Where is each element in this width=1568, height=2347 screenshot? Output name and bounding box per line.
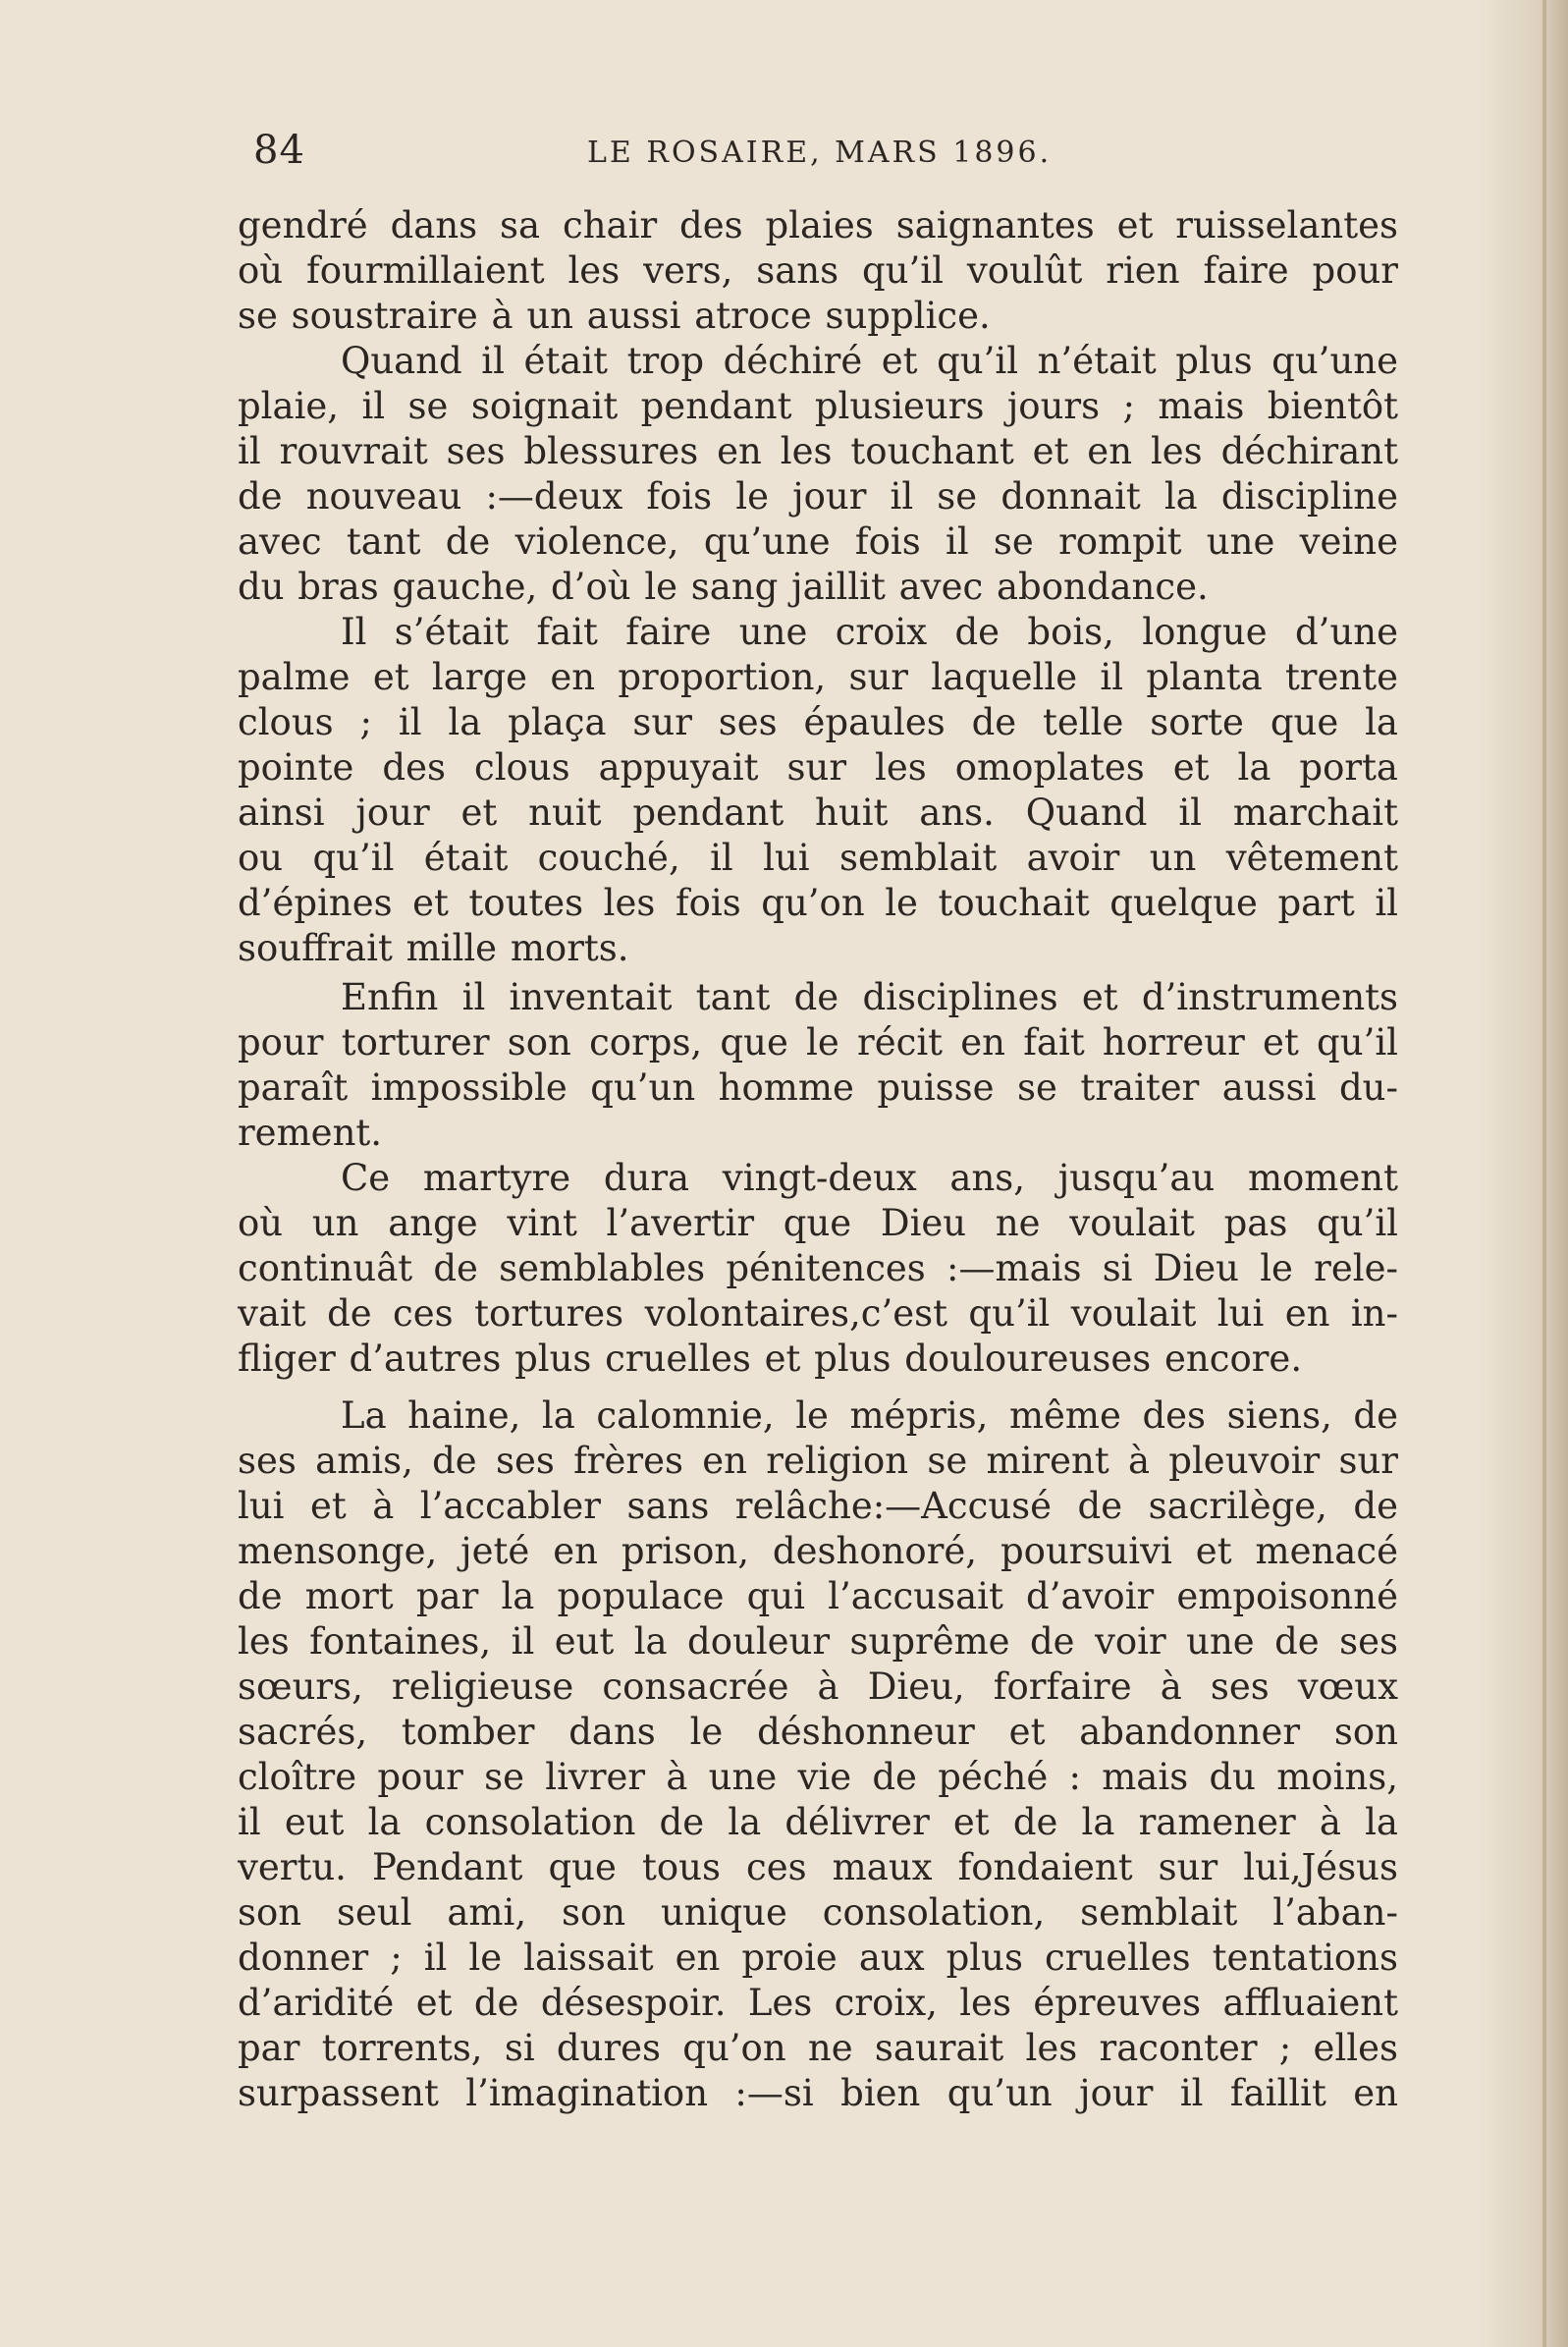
- text-line: de nouveau :—deux fois le jour il se donnait la discipline: [238, 475, 1398, 518]
- text-line: ses amis, de ses frères en religion se mirent à pleuvoir sur: [238, 1440, 1398, 1482]
- text-line: souffrait mille morts.: [238, 927, 629, 969]
- text-line: La haine, la calomnie, le mépris, même des siens, de: [341, 1394, 1398, 1437]
- text-line: les fontaines, il eut la douleur suprême de voir une de ses: [238, 1620, 1398, 1663]
- text-line: pour torturer son corps, que le récit en fait horreur et qu’il: [238, 1021, 1398, 1064]
- text-line: lui et à l’accabler sans relâche:—Accusé de sacrilège, de: [238, 1485, 1398, 1527]
- text-line: surpassent l’imagination :—si bien qu’un jour il faillit en: [238, 2072, 1398, 2114]
- text-line: vait de ces tortures volontaires,c’est qu’il voulait lui en in-: [238, 1292, 1398, 1335]
- text-line: où un ange vint l’avertir que Dieu ne voulait pas qu’il: [238, 1202, 1398, 1244]
- text-line: fliger d’autres plus cruelles et plus douloureuses encore.: [238, 1337, 1303, 1380]
- text-line: paraît impossible qu’un homme puisse se traiter aussi du-: [238, 1066, 1398, 1109]
- text-line: sœurs, religieuse consacrée à Dieu, forfaire à ses vœux: [238, 1665, 1398, 1708]
- text-line: par torrents, si dures qu’on ne saurait les raconter ; elles: [238, 2027, 1398, 2069]
- text-line: d’aridité et de désespoir. Les croix, les épreuves affluaient: [238, 1982, 1398, 2024]
- text-line: il rouvrait ses blessures en les touchant et en les déchirant: [238, 430, 1398, 472]
- body-text: [238, 203, 1398, 2116]
- text-line: palme et large en proportion, sur laquelle il planta trente: [238, 656, 1398, 698]
- text-line: vertu. Pendant que tous ces maux fondaient sur lui,Jésus: [238, 1846, 1398, 1888]
- text-line: continuât de semblables pénitences :—mais si Dieu le rele-: [238, 1247, 1398, 1289]
- text-line: où fourmillaient les vers, sans qu’il voulût rien faire pour: [238, 249, 1398, 292]
- text-line: pointe des clous appuyait sur les omoplates et la porta: [238, 746, 1398, 789]
- running-title: LE ROSAIRE, MARS 1896.: [587, 136, 1053, 170]
- text-line: clous ; il la plaça sur ses épaules de telle sorte que la: [238, 701, 1398, 743]
- text-line: Ce martyre dura vingt-deux ans, jusqu’au moment: [341, 1157, 1398, 1199]
- text-line: son seul ami, son unique consolation, semblait l’aban-: [238, 1891, 1398, 1934]
- text-line: sacrés, tomber dans le déshonneur et abandonner son: [238, 1711, 1398, 1753]
- text-line: du bras gauche, d’où le sang jaillit avec abondance.: [238, 566, 1209, 608]
- page-edge-shadow: [1480, 0, 1568, 2347]
- text-line: mensonge, jeté en prison, deshonoré, poursuivi et menacé: [238, 1530, 1398, 1572]
- text-line: ainsi jour et nuit pendant huit ans. Quand il marchait: [238, 791, 1398, 834]
- text-line: Quand il était trop déchiré et qu’il n’était plus qu’une: [341, 340, 1398, 382]
- text-line: Il s’était fait faire une croix de bois, longue d’une: [341, 611, 1398, 653]
- text-line: rement.: [238, 1112, 383, 1154]
- text-line: il eut la consolation de la délivrer et de la ramener à la: [238, 1801, 1398, 1843]
- text-line: d’épines et toutes les fois qu’on le touchait quelque part il: [238, 882, 1398, 924]
- page-edge-line: [1542, 0, 1546, 2347]
- page-number: 84: [253, 128, 305, 173]
- text-line: donner ; il le laissait en proie aux plus cruelles tentations: [238, 1937, 1398, 1979]
- text-line: plaie, il se soignait pendant plusieurs jours ; mais bientôt: [238, 385, 1398, 427]
- text-line: avec tant de violence, qu’une fois il se rompit une veine: [238, 520, 1398, 563]
- text-line: se soustraire à un aussi atroce supplice.: [238, 295, 991, 337]
- page-header: [253, 128, 1382, 187]
- text-line: cloître pour se livrer à une vie de péché : mais du moins,: [238, 1756, 1398, 1798]
- text-line: ou qu’il était couché, il lui semblait avoir un vêtement: [238, 837, 1398, 879]
- text-line: gendré dans sa chair des plaies saignantes et ruisselantes: [238, 204, 1398, 246]
- text-line: de mort par la populace qui l’accusait d’avoir empoisonné: [238, 1575, 1398, 1617]
- text-line: Enfin il inventait tant de disciplines et d’instruments: [341, 976, 1398, 1018]
